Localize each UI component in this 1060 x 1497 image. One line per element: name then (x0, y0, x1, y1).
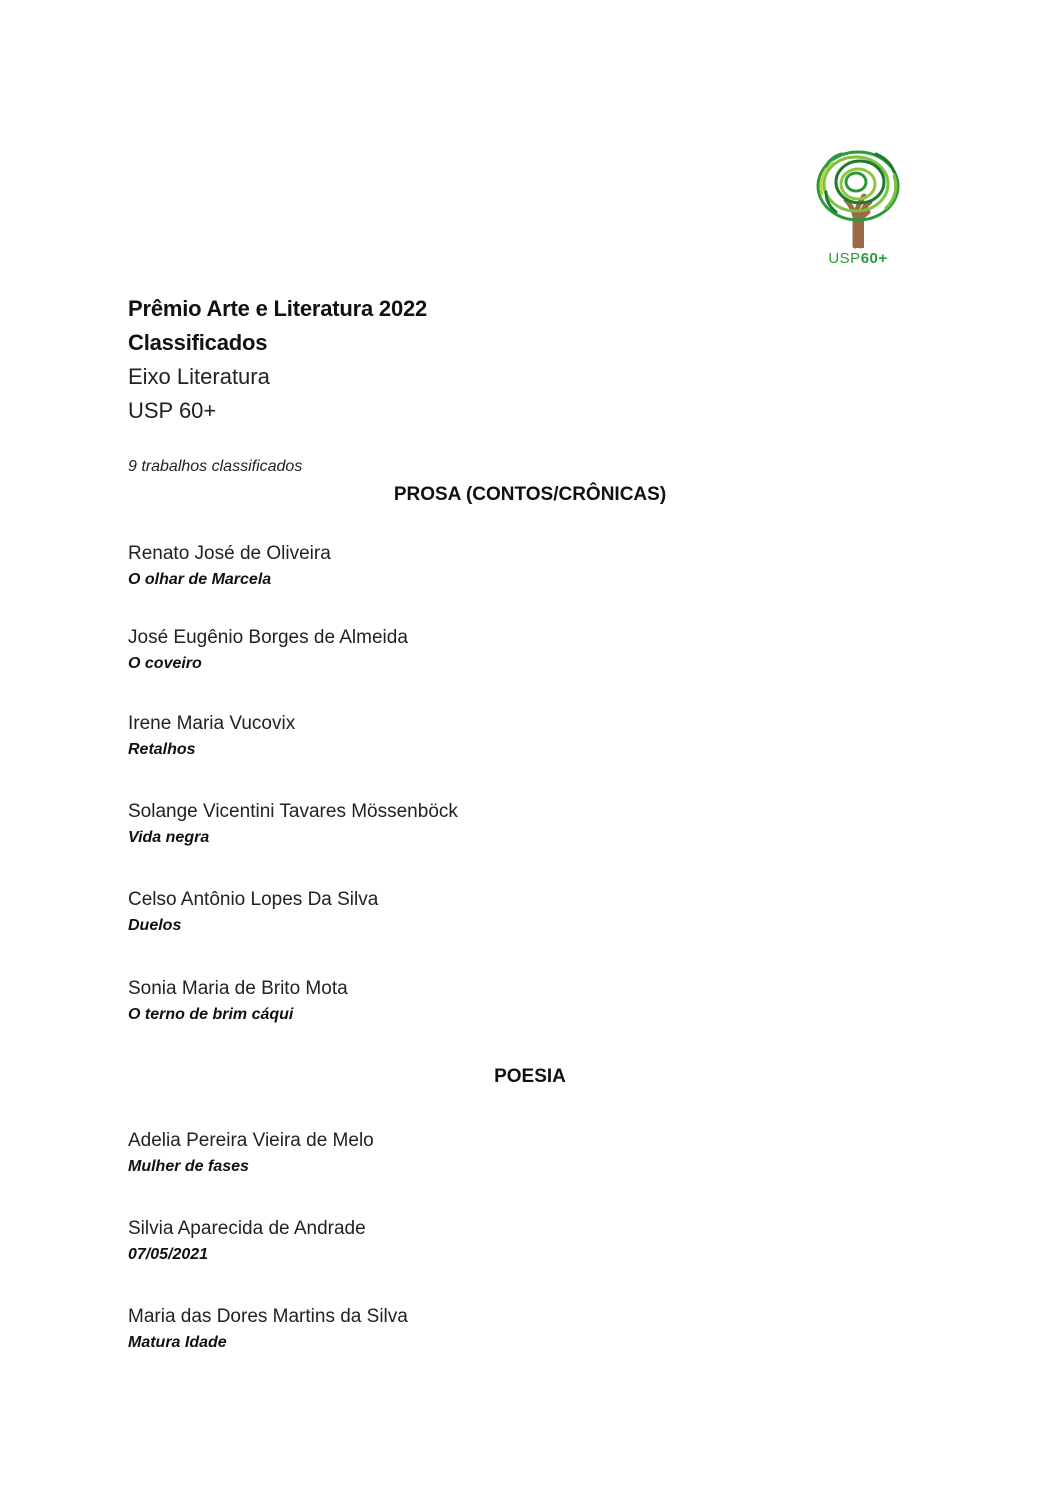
tree-icon (812, 146, 904, 250)
entry-work: O olhar de Marcela (128, 571, 272, 588)
entry-author: Adelia Pereira Vieira de Melo (128, 1130, 374, 1151)
list-item (128, 624, 408, 676)
usp60-logo (812, 146, 904, 274)
logo-label: USP60+ (828, 250, 888, 267)
entry-author: José Eugênio Borges de Almeida (128, 627, 408, 648)
entry-author: Sonia Maria de Brito Mota (128, 978, 348, 999)
program-label: USP 60+ (128, 398, 217, 423)
entry-work: Duelos (128, 917, 182, 934)
list-item (128, 1215, 366, 1267)
entry-work: 07/05/2021 (128, 1246, 209, 1263)
page-subtitle: Classificados (128, 330, 268, 355)
entry-work: Mulher de fases (128, 1158, 249, 1175)
page-title: Prêmio Arte e Literatura 2022 (128, 296, 428, 321)
classified-count: 9 trabalhos classificados (128, 458, 303, 475)
entry-author: Solange Vicentini Tavares Mössenböck (128, 801, 458, 822)
entry-work: O terno de brim cáqui (128, 1006, 294, 1023)
entry-author: Silvia Aparecida de Andrade (128, 1218, 366, 1239)
list-item (128, 540, 331, 592)
page-header (128, 292, 427, 428)
axis-label: Eixo Literatura (128, 364, 270, 389)
section-title-prosa: PROSA (CONTOS/CRÔNICAS) (393, 484, 667, 505)
entry-work: Vida negra (128, 829, 210, 846)
entry-work: Matura Idade (128, 1334, 227, 1351)
entry-work: O coveiro (128, 655, 202, 672)
section-title-poesia: POESIA (494, 1066, 566, 1087)
list-item (128, 1303, 408, 1355)
entry-work: Retalhos (128, 741, 196, 758)
list-item (128, 1127, 374, 1179)
list-item (128, 975, 348, 1027)
list-item (128, 710, 295, 762)
list-item (128, 886, 378, 938)
entry-author: Celso Antônio Lopes Da Silva (128, 889, 379, 910)
entry-author: Renato José de Oliveira (128, 543, 331, 564)
entry-author: Irene Maria Vucovix (128, 713, 296, 734)
list-item (128, 798, 458, 850)
entry-author: Maria das Dores Martins da Silva (128, 1306, 408, 1327)
